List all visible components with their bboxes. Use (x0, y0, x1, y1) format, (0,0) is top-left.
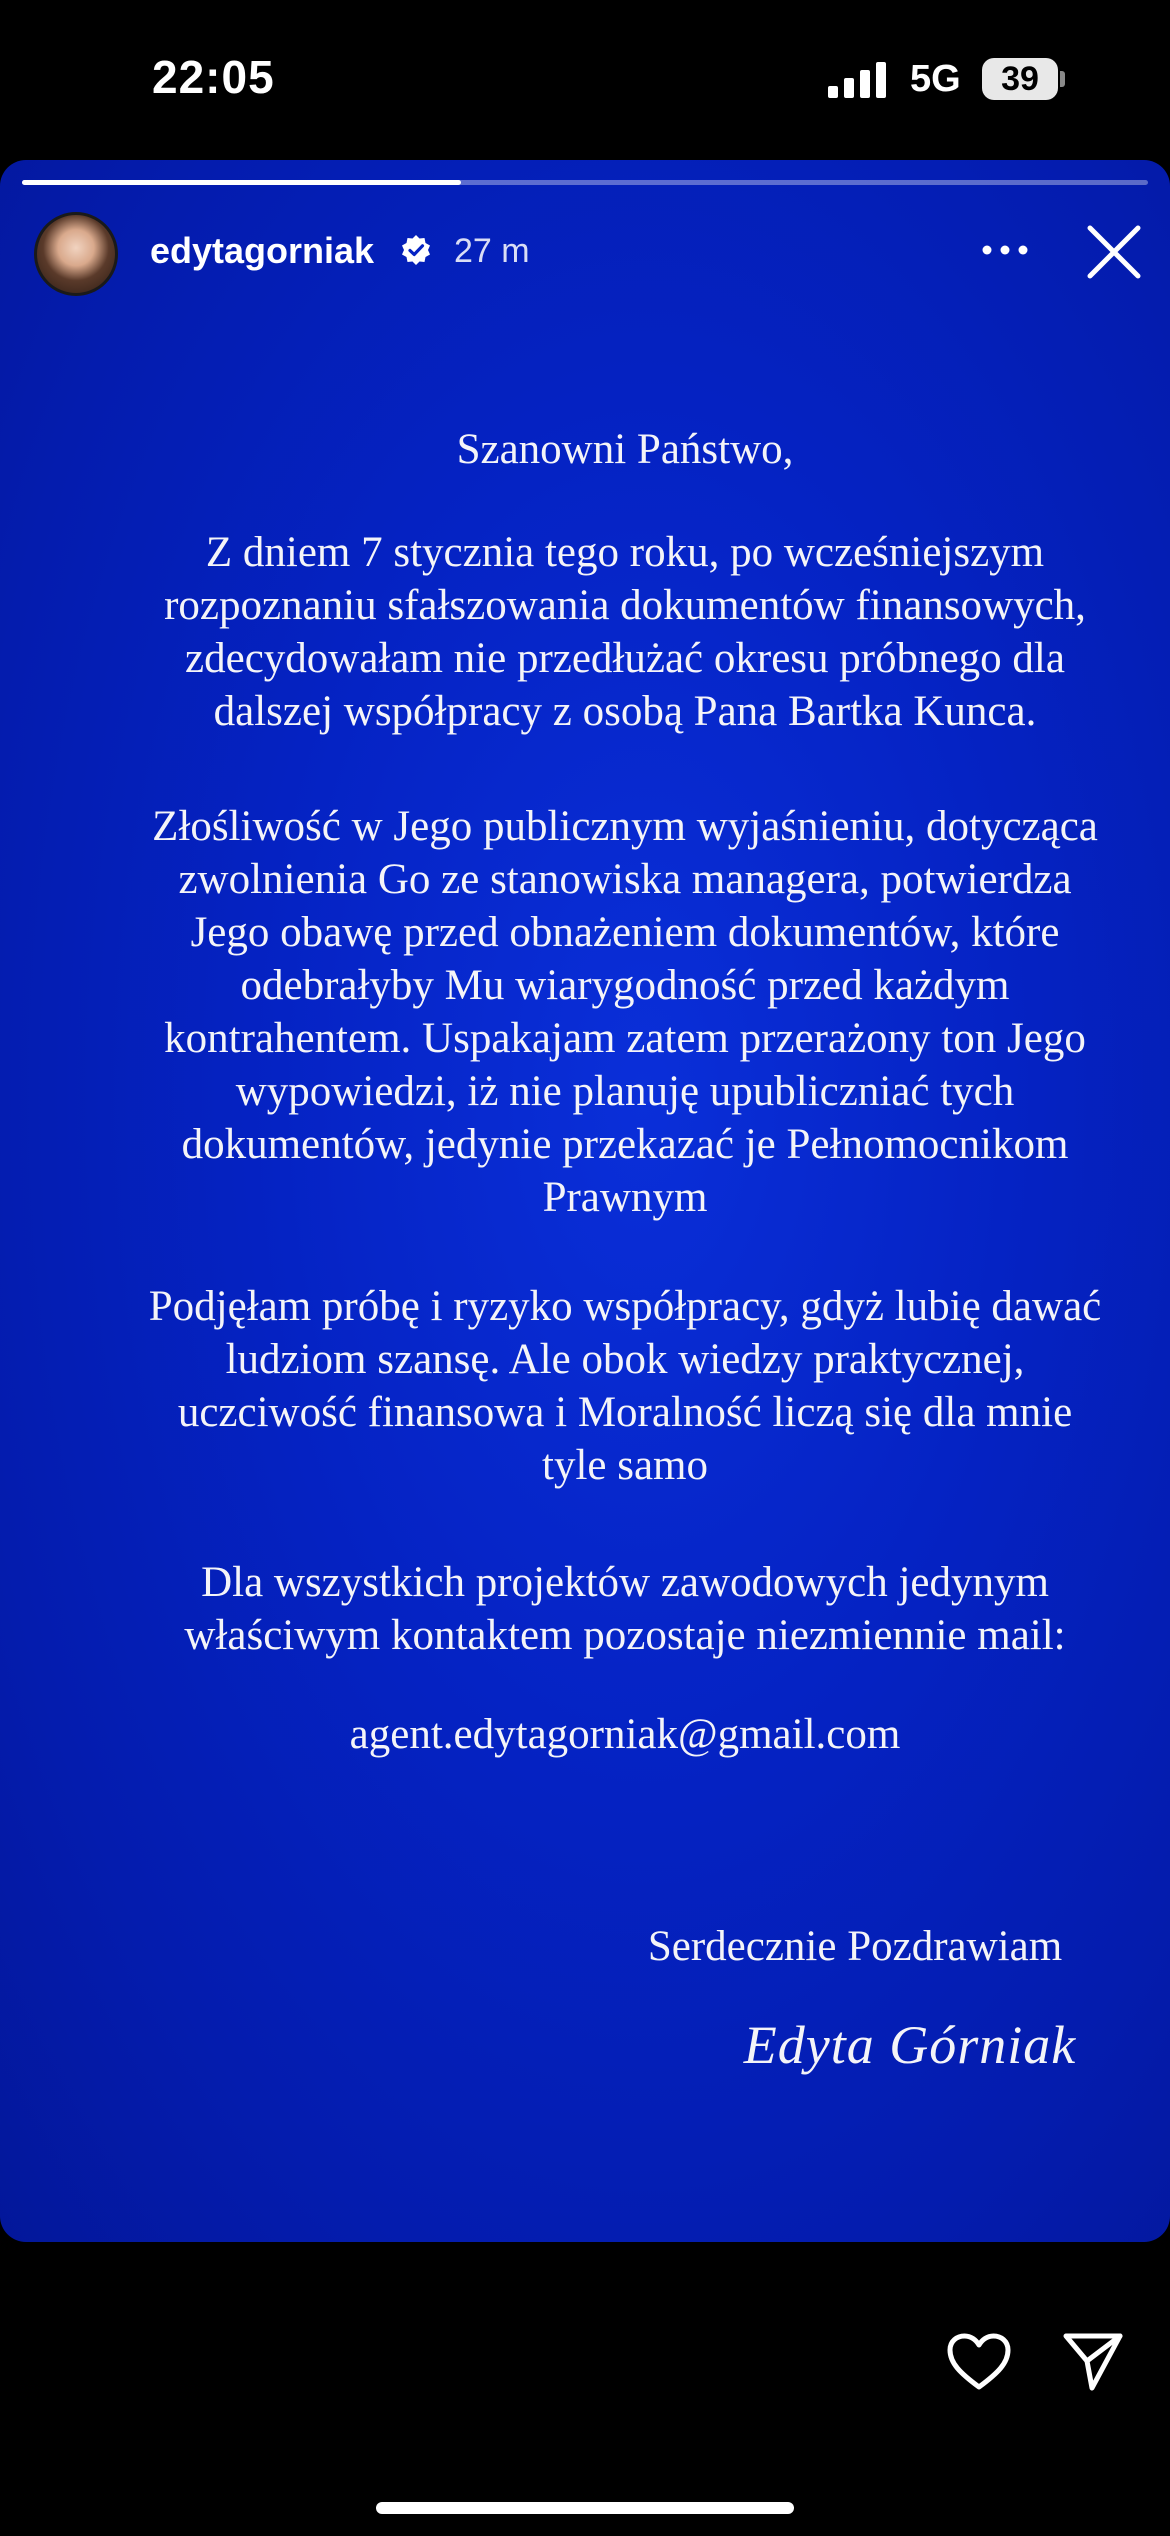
letter-closing: Serdecznie Pozdrawiam (647, 1923, 1063, 1970)
contact-email: agent.edytagorniak@gmail.com (349, 1711, 901, 1758)
letter-line: wypowiedzi, iż nie planuję upubliczniać tych (235, 1068, 1015, 1115)
letter-line: Z dniem 7 stycznia tego roku, po wcześniejszym (205, 529, 1045, 576)
letter-line: rozpoznaniu sfałszowania dokumentów finansowych, (164, 582, 1086, 629)
status-time: 22:05 (152, 51, 275, 103)
verified-badge-icon (400, 234, 432, 266)
status-bar (0, 0, 1170, 160)
close-icon[interactable] (1086, 224, 1142, 280)
send-icon[interactable] (1062, 2330, 1124, 2392)
letter-line: Złośliwość w Jego publicznym wyjaśnieniu, dotycząca (152, 803, 1098, 850)
story-viewer[interactable] (0, 160, 1170, 2242)
letter-line: dalszej współpracy z osobą Pana Bartka Kunca. (213, 688, 1037, 735)
home-indicator[interactable] (376, 2502, 794, 2514)
letter-line: zdecydowałam nie przedłużać okresu próbnego dla (185, 635, 1065, 682)
network-type: 5G (910, 58, 961, 100)
letter-paragraph-4 (80, 1556, 1170, 1662)
heart-icon[interactable] (946, 2332, 1012, 2392)
letter-signature: Edyta Górniak (743, 2015, 1077, 2075)
letter-line: zwolnienia Go ze stanowiska managera, potwierdza (178, 856, 1072, 903)
cellular-signal-icon (828, 62, 890, 98)
story-progress-track (22, 180, 1148, 185)
story-time-ago: 27 m (454, 232, 530, 270)
battery-icon (982, 58, 1062, 100)
battery-level: 39 (982, 58, 1058, 100)
letter-line: ludziom szansę. Ale obok wiedzy praktycznej, (225, 1336, 1025, 1383)
letter-line: tyle samo (542, 1442, 708, 1489)
ellipsis-icon[interactable] (980, 240, 1030, 260)
letter-line: kontrahentem. Uspakajam zatem przerażony ton Jego (164, 1015, 1086, 1062)
battery-tip (1060, 71, 1065, 87)
avatar[interactable] (34, 212, 118, 296)
letter-line: uczciwość finansowa i Moralność liczą się dla mnie (177, 1389, 1073, 1436)
letter-paragraph-2 (80, 800, 1170, 1224)
letter-greeting: Szanowni Państwo, (456, 426, 794, 473)
letter-line: właściwym kontaktem pozostaje niezmiennie mail: (184, 1612, 1066, 1659)
story-username[interactable]: edytagorniak (150, 230, 375, 271)
letter-paragraph-1 (80, 526, 1170, 738)
letter-line: dokumentów, jedynie przekazać je Pełnomocnikom (181, 1121, 1069, 1168)
letter-line: Prawnym (542, 1174, 708, 1221)
letter-line: Dla wszystkich projektów zawodowych jedynym (201, 1559, 1049, 1606)
letter-paragraph-3 (80, 1280, 1170, 1492)
letter-line: Podjęłam próbę i ryzyko współpracy, gdyż lubię dawać (148, 1283, 1102, 1330)
story-progress-fill (22, 180, 461, 185)
letter-line: odebrałyby Mu wiarygodność przed każdym (240, 962, 1010, 1009)
letter-line: Jego obawę przed obnażeniem dokumentów, które (190, 909, 1060, 956)
